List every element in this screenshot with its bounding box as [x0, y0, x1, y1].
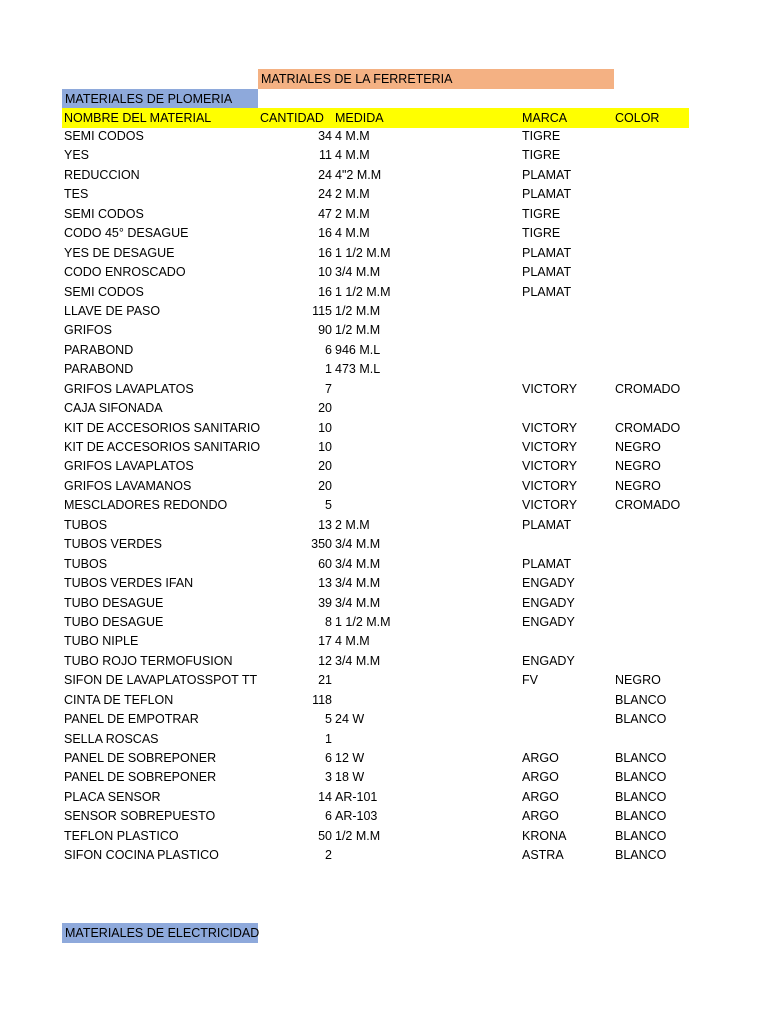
cell-qty: 50: [318, 828, 332, 843]
header-name: NOMBRE DEL MATERIAL: [64, 111, 212, 125]
cell-color: BLANCO: [615, 770, 667, 785]
table-row: [0, 127, 768, 146]
table-row: [0, 671, 768, 690]
cell-color: BLANCO: [615, 692, 667, 707]
table-row: [0, 710, 768, 729]
table-row: [0, 185, 768, 204]
table-row: [0, 419, 768, 438]
cell-medida: 4 M.M: [335, 148, 370, 163]
table-row: [0, 477, 768, 496]
cell-name: LLAVE DE PASO: [64, 303, 161, 318]
cell-brand: KRONA: [522, 828, 567, 843]
cell-qty: 90: [318, 323, 332, 338]
cell-name: SEMI CODOS: [64, 129, 144, 143]
table-row: [0, 632, 768, 651]
cell-brand: ENGADY: [522, 653, 575, 668]
cell-brand: VICTORY: [522, 459, 578, 474]
cell-color: NEGRO: [615, 673, 661, 688]
cell-color: CROMADO: [615, 420, 681, 435]
cell-medida: AR-101: [335, 789, 378, 804]
cell-name: PANEL DE SOBREPONER: [64, 751, 217, 765]
cell-qty: 118: [312, 692, 332, 707]
cell-qty: 8: [325, 614, 332, 629]
cell-qty: 10: [318, 440, 332, 454]
cell-medida: 2 M.M: [335, 187, 370, 202]
cell-name: SEMI CODOS: [64, 284, 144, 299]
table-row: [0, 205, 768, 224]
cell-brand: TIGRE: [522, 148, 561, 163]
cell-name: KIT DE ACCESORIOS SANITARIO: [64, 440, 261, 454]
cell-qty: 5: [325, 498, 332, 513]
cell-name: KIT DE ACCESORIOS SANITARIO: [64, 420, 261, 435]
cell-medida: 1 1/2 M.M: [335, 284, 391, 299]
cell-brand: PLAMAT: [522, 167, 572, 182]
cell-qty: 20: [318, 401, 332, 416]
table-row: [0, 730, 768, 749]
cell-brand: ARGO: [522, 809, 559, 824]
cell-name: PARABOND: [64, 342, 134, 357]
cell-qty: 20: [318, 459, 332, 474]
cell-brand: TIGRE: [522, 206, 561, 221]
cell-brand: ARGO: [522, 751, 559, 765]
table-row: [0, 457, 768, 476]
cell-brand: TIGRE: [522, 226, 561, 241]
cell-name: TUBOS: [64, 556, 108, 571]
cell-brand: VICTORY: [522, 498, 578, 513]
table-row: [0, 652, 768, 671]
cell-medida: 473 M.L: [335, 362, 381, 377]
cell-qty: 47: [318, 206, 332, 221]
cell-qty: 16: [318, 226, 332, 241]
cell-name: TES: [64, 187, 89, 202]
table-row: [0, 846, 768, 865]
cell-name: SEMI CODOS: [64, 206, 144, 221]
cell-name: TUBO NIPLE: [64, 634, 139, 649]
cell-name: CODO 45° DESAGUE: [64, 226, 189, 241]
cell-qty: 20: [318, 478, 332, 493]
cell-name: MESCLADORES REDONDO: [64, 498, 228, 513]
table-row: [0, 788, 768, 807]
cell-name: REDUCCION: [64, 167, 140, 182]
cell-brand: ASTRA: [522, 848, 564, 863]
cell-qty: 1: [325, 362, 332, 377]
cell-medida: 1 1/2 M.M: [335, 614, 391, 629]
cell-brand: FV: [522, 673, 538, 688]
table-row: [0, 263, 768, 282]
table-row: [0, 360, 768, 379]
table-row: [0, 224, 768, 243]
cell-medida: 18 W: [335, 770, 365, 785]
cell-medida: 1 1/2 M.M: [335, 245, 391, 260]
cell-medida: 24 W: [335, 712, 365, 727]
cell-name: GRIFOS LAVAMANOS: [64, 478, 192, 493]
table-row: [0, 302, 768, 321]
cell-name: TUBO DESAGUE: [64, 595, 164, 610]
cell-medida: 3/4 M.M: [335, 537, 381, 552]
cell-medida: 946 M.L: [335, 342, 381, 357]
cell-color: NEGRO: [615, 478, 661, 493]
cell-qty: 17: [318, 634, 332, 649]
table-row: [0, 535, 768, 554]
cell-qty: 7: [325, 381, 332, 396]
cell-name: PARABOND: [64, 362, 134, 377]
cell-name: TUBOS VERDES IFAN: [64, 576, 194, 591]
table-row: [0, 827, 768, 846]
cell-medida: 1/2 M.M: [335, 828, 381, 843]
cell-qty: 16: [318, 245, 332, 260]
cell-medida: 4 M.M: [335, 226, 370, 241]
table-row: [0, 594, 768, 613]
section-title-plomeria: MATERIALES DE PLOMERIA: [62, 89, 258, 109]
cell-name: GRIFOS: [64, 323, 112, 338]
cell-color: CROMADO: [615, 381, 681, 396]
table-row: [0, 146, 768, 165]
table-row: [0, 283, 768, 302]
cell-color: BLANCO: [615, 848, 667, 863]
cell-medida: 1/2 M.M: [335, 323, 381, 338]
table-row: [0, 749, 768, 768]
cell-medida: 3/4 M.M: [335, 265, 381, 280]
cell-qty: 39: [318, 595, 332, 610]
cell-qty: 34: [318, 129, 332, 143]
cell-qty: 350: [311, 537, 332, 552]
cell-qty: 16: [318, 284, 332, 299]
header-brand: MARCA: [522, 111, 568, 125]
cell-name: PLACA SENSOR: [64, 789, 161, 804]
cell-name: SENSOR SOBREPUESTO: [64, 809, 216, 824]
cell-name: TUBOS VERDES: [64, 537, 162, 552]
table-row: [0, 691, 768, 710]
cell-name: TUBO DESAGUE: [64, 614, 164, 629]
cell-qty: 14: [318, 789, 332, 804]
cell-medida: 3/4 M.M: [335, 653, 381, 668]
cell-name: PANEL DE SOBREPONER: [64, 770, 217, 785]
cell-name: TUBOS: [64, 517, 108, 532]
cell-qty: 2: [325, 848, 332, 863]
cell-name: CINTA DE TEFLON: [64, 692, 174, 707]
cell-medida: 3/4 M.M: [335, 595, 381, 610]
materials-table: [0, 127, 768, 866]
cell-medida: 1/2 M.M: [335, 303, 381, 318]
table-row: [0, 321, 768, 340]
table-row: [0, 244, 768, 263]
cell-medida: 2 M.M: [335, 517, 370, 532]
cell-qty: 11: [319, 148, 332, 163]
cell-brand: PLAMAT: [522, 517, 572, 532]
cell-color: BLANCO: [615, 828, 667, 843]
cell-color: NEGRO: [615, 459, 661, 474]
cell-medida: 2 M.M: [335, 206, 370, 221]
table-row: [0, 380, 768, 399]
section-title-electricidad: MATERIALES DE ELECTRICIDAD: [62, 923, 258, 943]
cell-medida: 4 M.M: [335, 129, 370, 143]
cell-brand: PLAMAT: [522, 284, 572, 299]
sheet-title: MATRIALES DE LA FERRETERIA: [258, 69, 614, 89]
cell-name: YES DE DESAGUE: [64, 245, 175, 260]
cell-qty: 5: [325, 712, 332, 727]
cell-qty: 10: [318, 265, 332, 280]
cell-name: TEFLON PLASTICO: [64, 828, 179, 843]
cell-brand: PLAMAT: [522, 245, 572, 260]
cell-name: SIFON DE LAVAPLATOSSPOT TT: [64, 673, 258, 688]
table-row: [0, 516, 768, 535]
cell-brand: VICTORY: [522, 478, 578, 493]
cell-color: BLANCO: [615, 789, 667, 804]
cell-brand: VICTORY: [522, 420, 578, 435]
cell-brand: ENGADY: [522, 614, 575, 629]
cell-name: SELLA ROSCAS: [64, 731, 159, 746]
cell-qty: 24: [318, 167, 332, 182]
cell-brand: VICTORY: [522, 440, 578, 454]
cell-qty: 13: [318, 576, 332, 591]
cell-name: YES: [64, 148, 90, 163]
cell-qty: 21: [318, 673, 332, 688]
table-row: [0, 341, 768, 360]
cell-name: CODO ENROSCADO: [64, 265, 186, 280]
cell-name: GRIFOS LAVAPLATOS: [64, 381, 194, 396]
cell-color: NEGRO: [615, 440, 661, 454]
cell-qty: 12: [318, 653, 332, 668]
cell-brand: PLAMAT: [522, 556, 572, 571]
cell-name: CAJA SIFONADA: [64, 401, 163, 416]
cell-medida: 12 W: [335, 751, 365, 765]
cell-name: GRIFOS LAVAPLATOS: [64, 459, 194, 474]
cell-medida: 3/4 M.M: [335, 576, 381, 591]
cell-color: BLANCO: [615, 712, 667, 727]
header-medida: MEDIDA: [335, 111, 384, 125]
header-color: COLOR: [615, 111, 660, 125]
cell-brand: ARGO: [522, 789, 559, 804]
cell-medida: 3/4 M.M: [335, 556, 381, 571]
cell-name: PANEL DE EMPOTRAR: [64, 712, 199, 727]
cell-qty: 6: [325, 342, 332, 357]
cell-qty: 10: [318, 420, 332, 435]
cell-color: BLANCO: [615, 751, 667, 765]
cell-medida: 4"2 M.M: [335, 167, 382, 182]
table-row: [0, 438, 768, 457]
cell-medida: AR-103: [335, 809, 378, 824]
cell-color: CROMADO: [615, 498, 681, 513]
cell-qty: 13: [318, 517, 332, 532]
cell-qty: 3: [325, 770, 332, 785]
cell-brand: TIGRE: [522, 129, 561, 143]
cell-brand: PLAMAT: [522, 187, 572, 202]
cell-qty: 115: [312, 303, 332, 318]
table-row: [0, 555, 768, 574]
cell-qty: 6: [325, 809, 332, 824]
table-row: [0, 399, 768, 418]
cell-medida: 4 M.M: [335, 634, 370, 649]
table-header: [62, 108, 689, 128]
table-row: [0, 613, 768, 632]
cell-brand: ENGADY: [522, 595, 575, 610]
table-row: [0, 496, 768, 515]
cell-qty: 6: [325, 751, 332, 765]
table-row: [0, 166, 768, 185]
table-row: [0, 807, 768, 826]
table-row: [0, 574, 768, 593]
cell-qty: 1: [325, 731, 332, 746]
cell-brand: PLAMAT: [522, 265, 572, 280]
cell-brand: VICTORY: [522, 381, 578, 396]
cell-brand: ENGADY: [522, 576, 575, 591]
table-row: [0, 768, 768, 787]
cell-qty: 60: [318, 556, 332, 571]
cell-qty: 24: [318, 187, 332, 202]
cell-name: TUBO ROJO TERMOFUSION: [64, 653, 233, 668]
cell-brand: ARGO: [522, 770, 559, 785]
header-qty: CANTIDAD: [260, 111, 324, 125]
cell-color: BLANCO: [615, 809, 667, 824]
cell-name: SIFON COCINA PLASTICO: [64, 848, 219, 863]
